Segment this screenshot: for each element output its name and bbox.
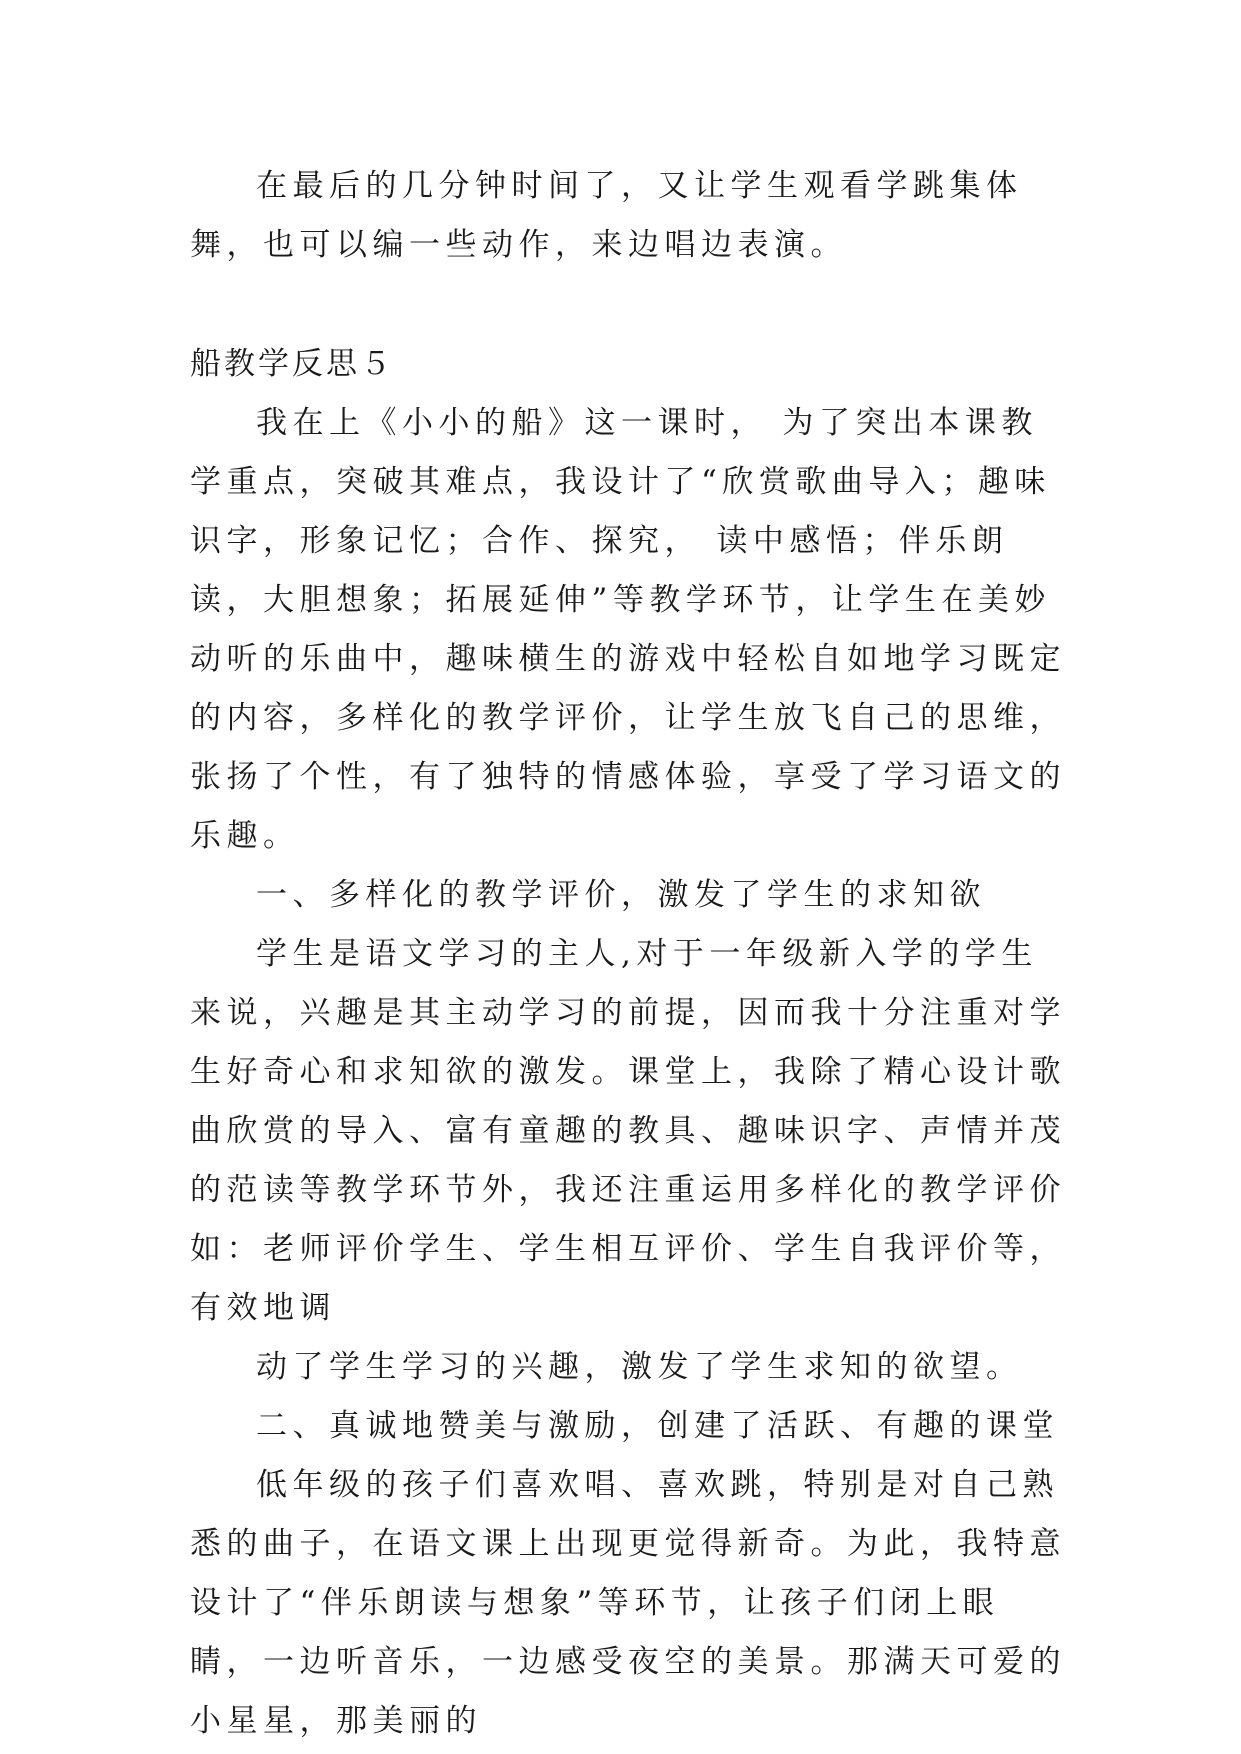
subheading-praise: 二、真诚地赞美与激励，创建了活跃、有趣的课堂 xyxy=(256,1408,1059,1444)
section-title: 船教学反思５ xyxy=(190,346,394,382)
intro-paragraph: 在最后的几分钟时间了，又让学生观看学跳集体舞，也可以编一些动作，来边唱边表演。 xyxy=(190,168,1023,263)
body-paragraph: 动了学生学习的兴趣，激发了学生求知的欲望。 xyxy=(256,1349,1023,1385)
body-paragraph: 低年级的孩子们喜欢唱、喜欢跳，特别是对自己熟悉的曲子，在语文课上出现更觉得新奇。为此，我特意设计了“伴乐朗读与想象”等环节，让孩子们闭上眼睛，一边听音乐，一边感受夜空的美景。那满天可爱的小星星，那美丽的 xyxy=(190,1467,1066,1739)
body-paragraph: 学生是语文学习的主人,对于一年级新入学的学生来说，兴趣是其主动学习的前提，因而我十分注重对学生好奇心和求知欲的激发。课堂上，我除了精心设计歌曲欣赏的导入、富有童趣的教具、趣味识字、声情并茂的范读等教学环节外，我还注重运用多样化的教学评价如：老师评价学生、学生相互评价、学生自我评价等，有效地调 xyxy=(190,936,1066,1326)
intro-section xyxy=(190,157,1070,275)
body-paragraph: 我在上《小小的船》这一课时， 为了突出本课教学重点，突破其难点，我设计了“欣赏歌曲导入；趣味识字，形象记忆；合作、探究， 读中感悟；伴乐朗读，大胆想象；拓展延伸”等教学环节，让学生在美妙动听的乐曲中，趣味横生的游戏中轻松自如地学习既定的内容，多样化的教学评价，让学生放飞自己的思维，张扬了个性，有了独特的情感体验，享受了学习语文的乐趣。 xyxy=(190,405,1066,854)
reflection-section xyxy=(190,335,1070,1751)
subheading-evaluation: 一、多样化的教学评价，激发了学生的求知欲 xyxy=(256,877,986,913)
